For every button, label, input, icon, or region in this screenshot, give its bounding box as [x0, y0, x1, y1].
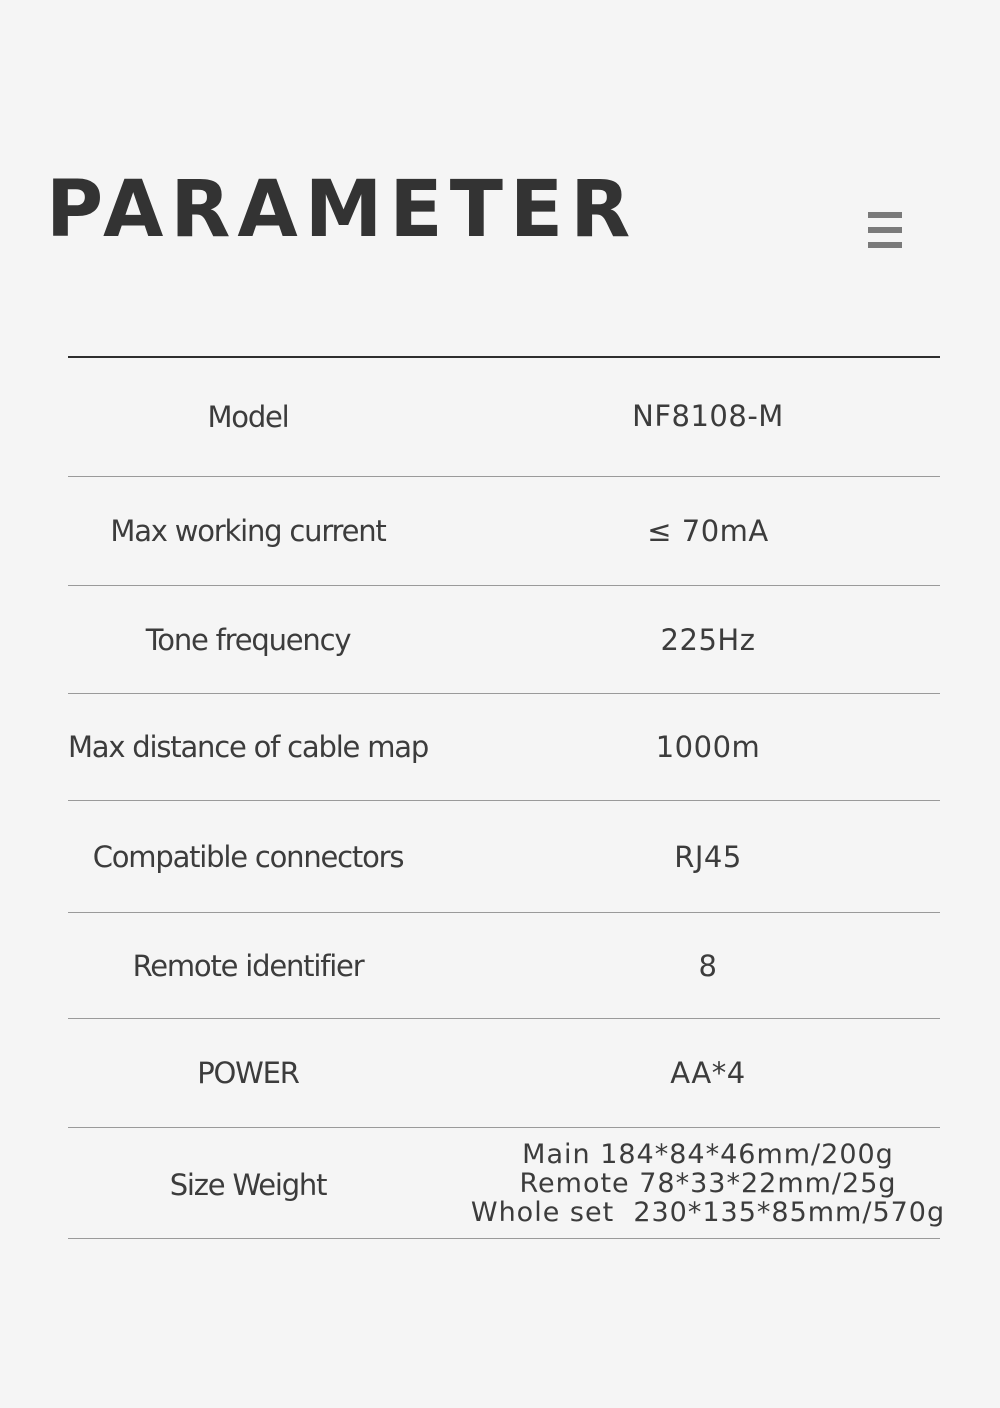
menu-bar: [868, 242, 902, 248]
spec-value: NF8108-M: [632, 399, 784, 433]
spec-label: Size Weight: [169, 1168, 327, 1202]
spec-label: Model: [207, 400, 289, 434]
hamburger-menu-icon[interactable]: [868, 212, 902, 248]
spec-label: Tone frequency: [145, 622, 351, 657]
spec-value: AA*4: [670, 1056, 746, 1090]
spec-value-line: Whole set 230*135*85mm/570g: [470, 1196, 946, 1228]
page-title: PARAMETER: [46, 165, 638, 255]
spec-row-size-weight: [68, 1128, 946, 1239]
spec-label: Remote identifier: [132, 948, 364, 983]
spec-row-tone-frequency: [68, 586, 940, 694]
spec-value-multiline: [470, 1128, 946, 1238]
spec-row-model: [68, 358, 940, 477]
spec-row-compatible-connectors: [68, 801, 940, 913]
spec-value-line: Remote 78*33*22mm/25g: [519, 1167, 897, 1199]
spec-label: POWER: [197, 1056, 299, 1090]
spec-value: 1000m: [655, 730, 761, 764]
spec-row-max-working-current: [68, 477, 940, 586]
spec-value: 8: [698, 948, 718, 983]
spec-row-max-distance: [68, 694, 940, 801]
spec-label: Compatible connectors: [92, 839, 404, 874]
spec-value: ≤ 70mA: [647, 514, 769, 548]
spec-value-line: Main 184*84*46mm/200g: [522, 1138, 894, 1170]
spec-value: 225Hz: [660, 622, 756, 657]
menu-bar: [868, 227, 902, 233]
spec-row-power: [68, 1019, 940, 1128]
spec-value: RJ45: [674, 839, 742, 874]
spec-row-remote-identifier: [68, 913, 940, 1019]
spec-label: Max distance of cable map: [67, 730, 429, 764]
spec-label: Max working current: [110, 514, 386, 548]
menu-bar: [868, 212, 902, 218]
